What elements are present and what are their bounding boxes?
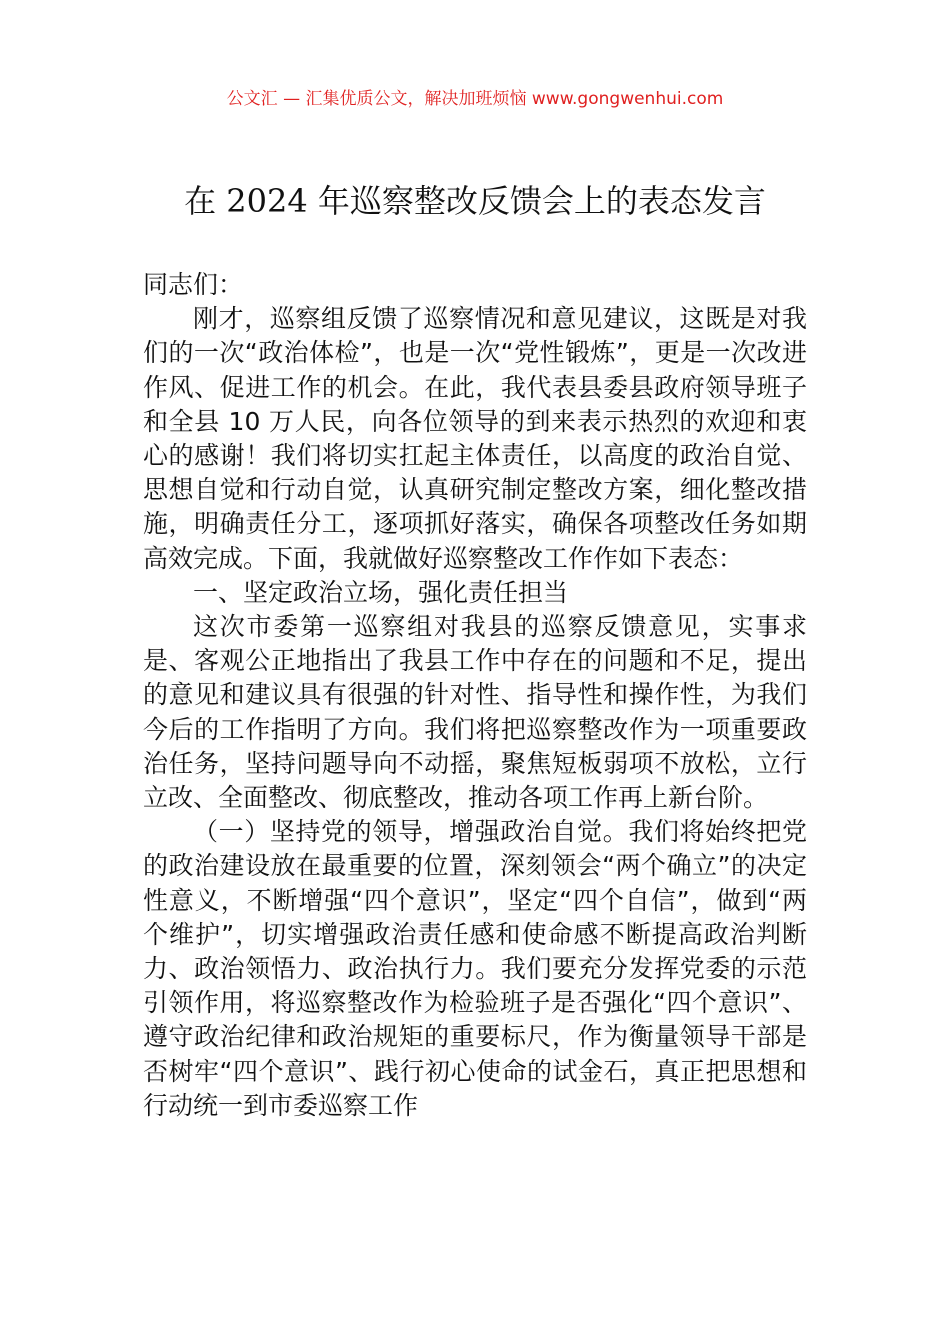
salutation: 同志们：	[143, 270, 244, 299]
paragraph-intro: 刚才，巡察组反馈了巡察情况和意见建议，这既是对我们的一次“政治体检”，也是一次“党性锻炼”，更是一次改进作风、促进工作的机会。在此，我代表县委县政府领导班子和全县 10 万人民，向各位领导的到来表示热烈的欢迎和衷心的感谢！我们将切实扛起主体责任，以高度的政治自觉、思想自觉和行动自觉，认真研究制定整改方案，细化整改措施，明确责任分工，逐项抓好落实，确保各项整改任务如期高效完成。下面，我就做好巡察整改工作作如下表态：	[143, 304, 807, 573]
paragraph-section-1: 这次市委第一巡察组对我县的巡察反馈意见，实事求是、客观公正地指出了我县工作中存在的问题和不足，提出的意见和建议具有很强的针对性、指导性和操作性，为我们今后的工作指明了方向。我们将把巡察整改作为一项重要政治任务，坚持问题导向不动摇，聚焦短板弱项不放松，立行立改、全面整改、彻底整改，推动各项工作再上新台阶。	[143, 612, 807, 813]
document-title: 在 2024 年巡察整改反馈会上的表态发言	[184, 182, 766, 220]
document-body	[143, 268, 807, 1123]
header-banner: 公文汇 — 汇集优质公文，解决加班烦恼 www.gongwenhui.com	[226, 89, 724, 109]
paragraph-subsection-1: （一）坚持党的领导，增强政治自觉。我们将始终把党的政治建设放在最重要的位置，深刻领会“两个确立”的决定性意义，不断增强“四个意识”，坚定“四个自信”，做到“两个维护”，切实增强政治责任感和使命感不断提高政治判断力、政治领悟力、政治执行力。我们要充分发挥党委的示范引领作用，将巡察整改作为检验班子是否强化“四个意识”、遵守政治纪律和政治规矩的重要标尺，作为衡量领导干部是否树牢“四个意识”、践行初心使命的试金石，真正把思想和行动统一到市委巡察工作	[143, 817, 807, 1120]
section-heading-1: 一、坚定政治立场，强化责任担当	[193, 577, 569, 607]
